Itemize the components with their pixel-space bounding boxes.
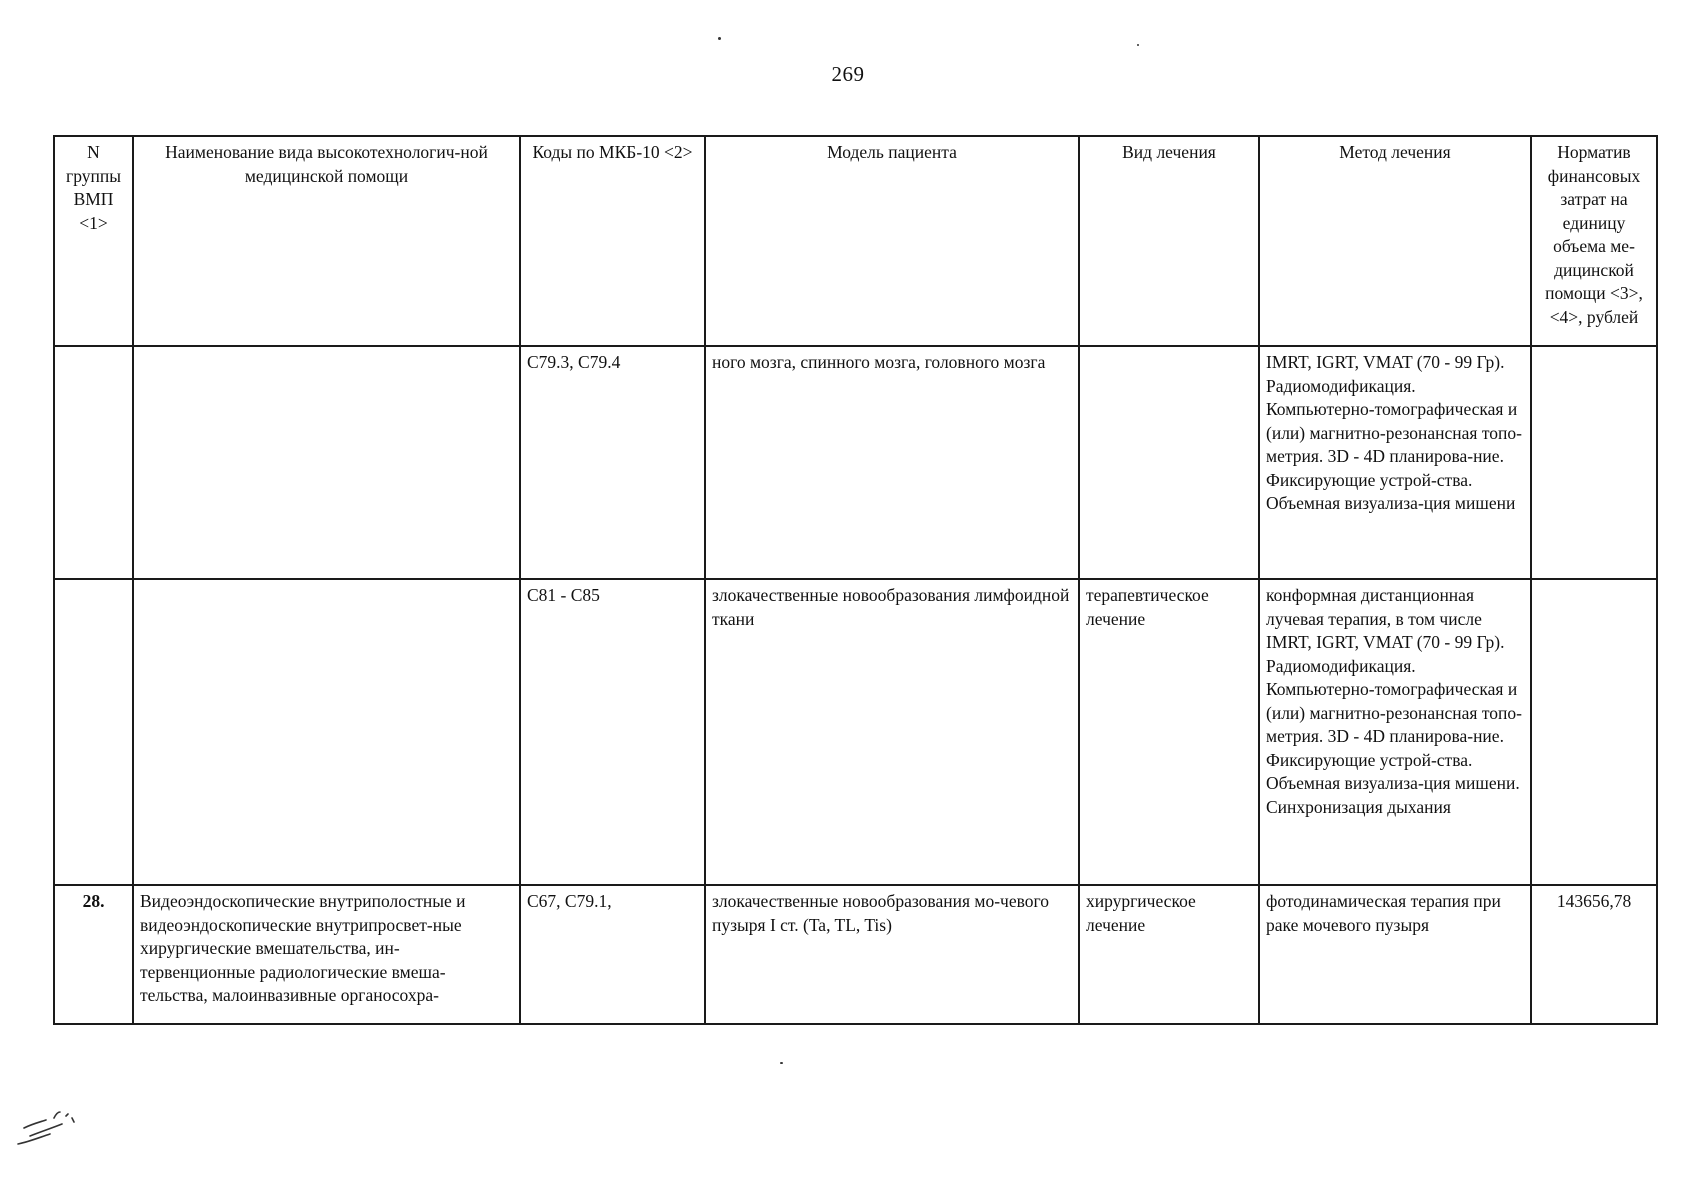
header-treatment-type: Вид лечения [1079, 136, 1259, 346]
table-row [54, 579, 1657, 885]
cell-cost [1531, 579, 1657, 885]
table-row [54, 885, 1657, 1024]
header-patient-model: Модель пациента [705, 136, 1079, 346]
cell-treatment-type [1079, 346, 1259, 579]
cell-codes: C67, C79.1, [520, 885, 705, 1024]
header-method: Метод лечения [1259, 136, 1531, 346]
page-number: 269 [831, 62, 865, 86]
header-cost: Норматив финансовых затрат на единицу объема ме-дицинской помощи <3>, <4>, рублей [1531, 136, 1657, 346]
cell-group [54, 579, 133, 885]
cell-name [133, 346, 520, 579]
header-group: N группы ВМП <1> [54, 136, 133, 346]
cell-method: фотодинамическая терапия при раке мочевого пузыря [1259, 885, 1531, 1024]
cell-cost: 143656,78 [1531, 885, 1657, 1024]
cell-treatment-type: терапевтическое лечение [1079, 579, 1259, 885]
cell-group: 28. [54, 885, 133, 1024]
scan-speck [780, 1062, 783, 1064]
cell-treatment-type: хирургическое лечение [1079, 885, 1259, 1024]
cell-method: IMRT, IGRT, VMAT (70 - 99 Гр). Радиомодификация. Компьютерно-томографическая и (или) магнитно-резонансная топо-метрия. 3D - 4D планирова-ние. Фиксирующие устрой-ства. Объемная визуализа-ция мишени [1259, 346, 1531, 579]
cell-codes: C81 - C85 [520, 579, 705, 885]
table-row [54, 346, 1657, 579]
header-name: Наименование вида высокотехнологич-ной медицинской помощи [133, 136, 520, 346]
procedures-table [53, 135, 1658, 1025]
cell-method: конформная дистанционная лучевая терапия, в том числе IMRT, IGRT, VMAT (70 - 99 Гр). Радиомодификация. Компьютерно-томографическая и (или) магнитно-резонансная топо-метрия. 3D - 4D планирова-ние. Фиксирующие устрой-ства. Объемная визуализа-ция мишени. Синхронизация дыхания [1259, 579, 1531, 885]
scan-speck [718, 37, 721, 40]
scan-speck [1137, 44, 1139, 46]
cell-cost [1531, 346, 1657, 579]
cell-codes: C79.3, C79.4 [520, 346, 705, 579]
header-codes: Коды по МКБ-10 <2> [520, 136, 705, 346]
table-header-row [54, 136, 1657, 346]
cell-patient-model: ного мозга, спинного мозга, головного мозга [705, 346, 1079, 579]
handwritten-signature [10, 1098, 90, 1150]
cell-patient-model: злокачественные новообразования лимфоидной ткани [705, 579, 1079, 885]
cell-patient-model: злокачественные новообразования мо-чевого пузыря I ст. (Ta, TL, Tis) [705, 885, 1079, 1024]
cell-name: Видеоэндоскопические внутриполостные и видеоэндоскопические внутрипросвет-ные хирургические вмешательства, ин-тервенционные радиологические вмеша-тельства, малоинвазивные органосохра- [133, 885, 520, 1024]
cell-name [133, 579, 520, 885]
cell-group [54, 346, 133, 579]
